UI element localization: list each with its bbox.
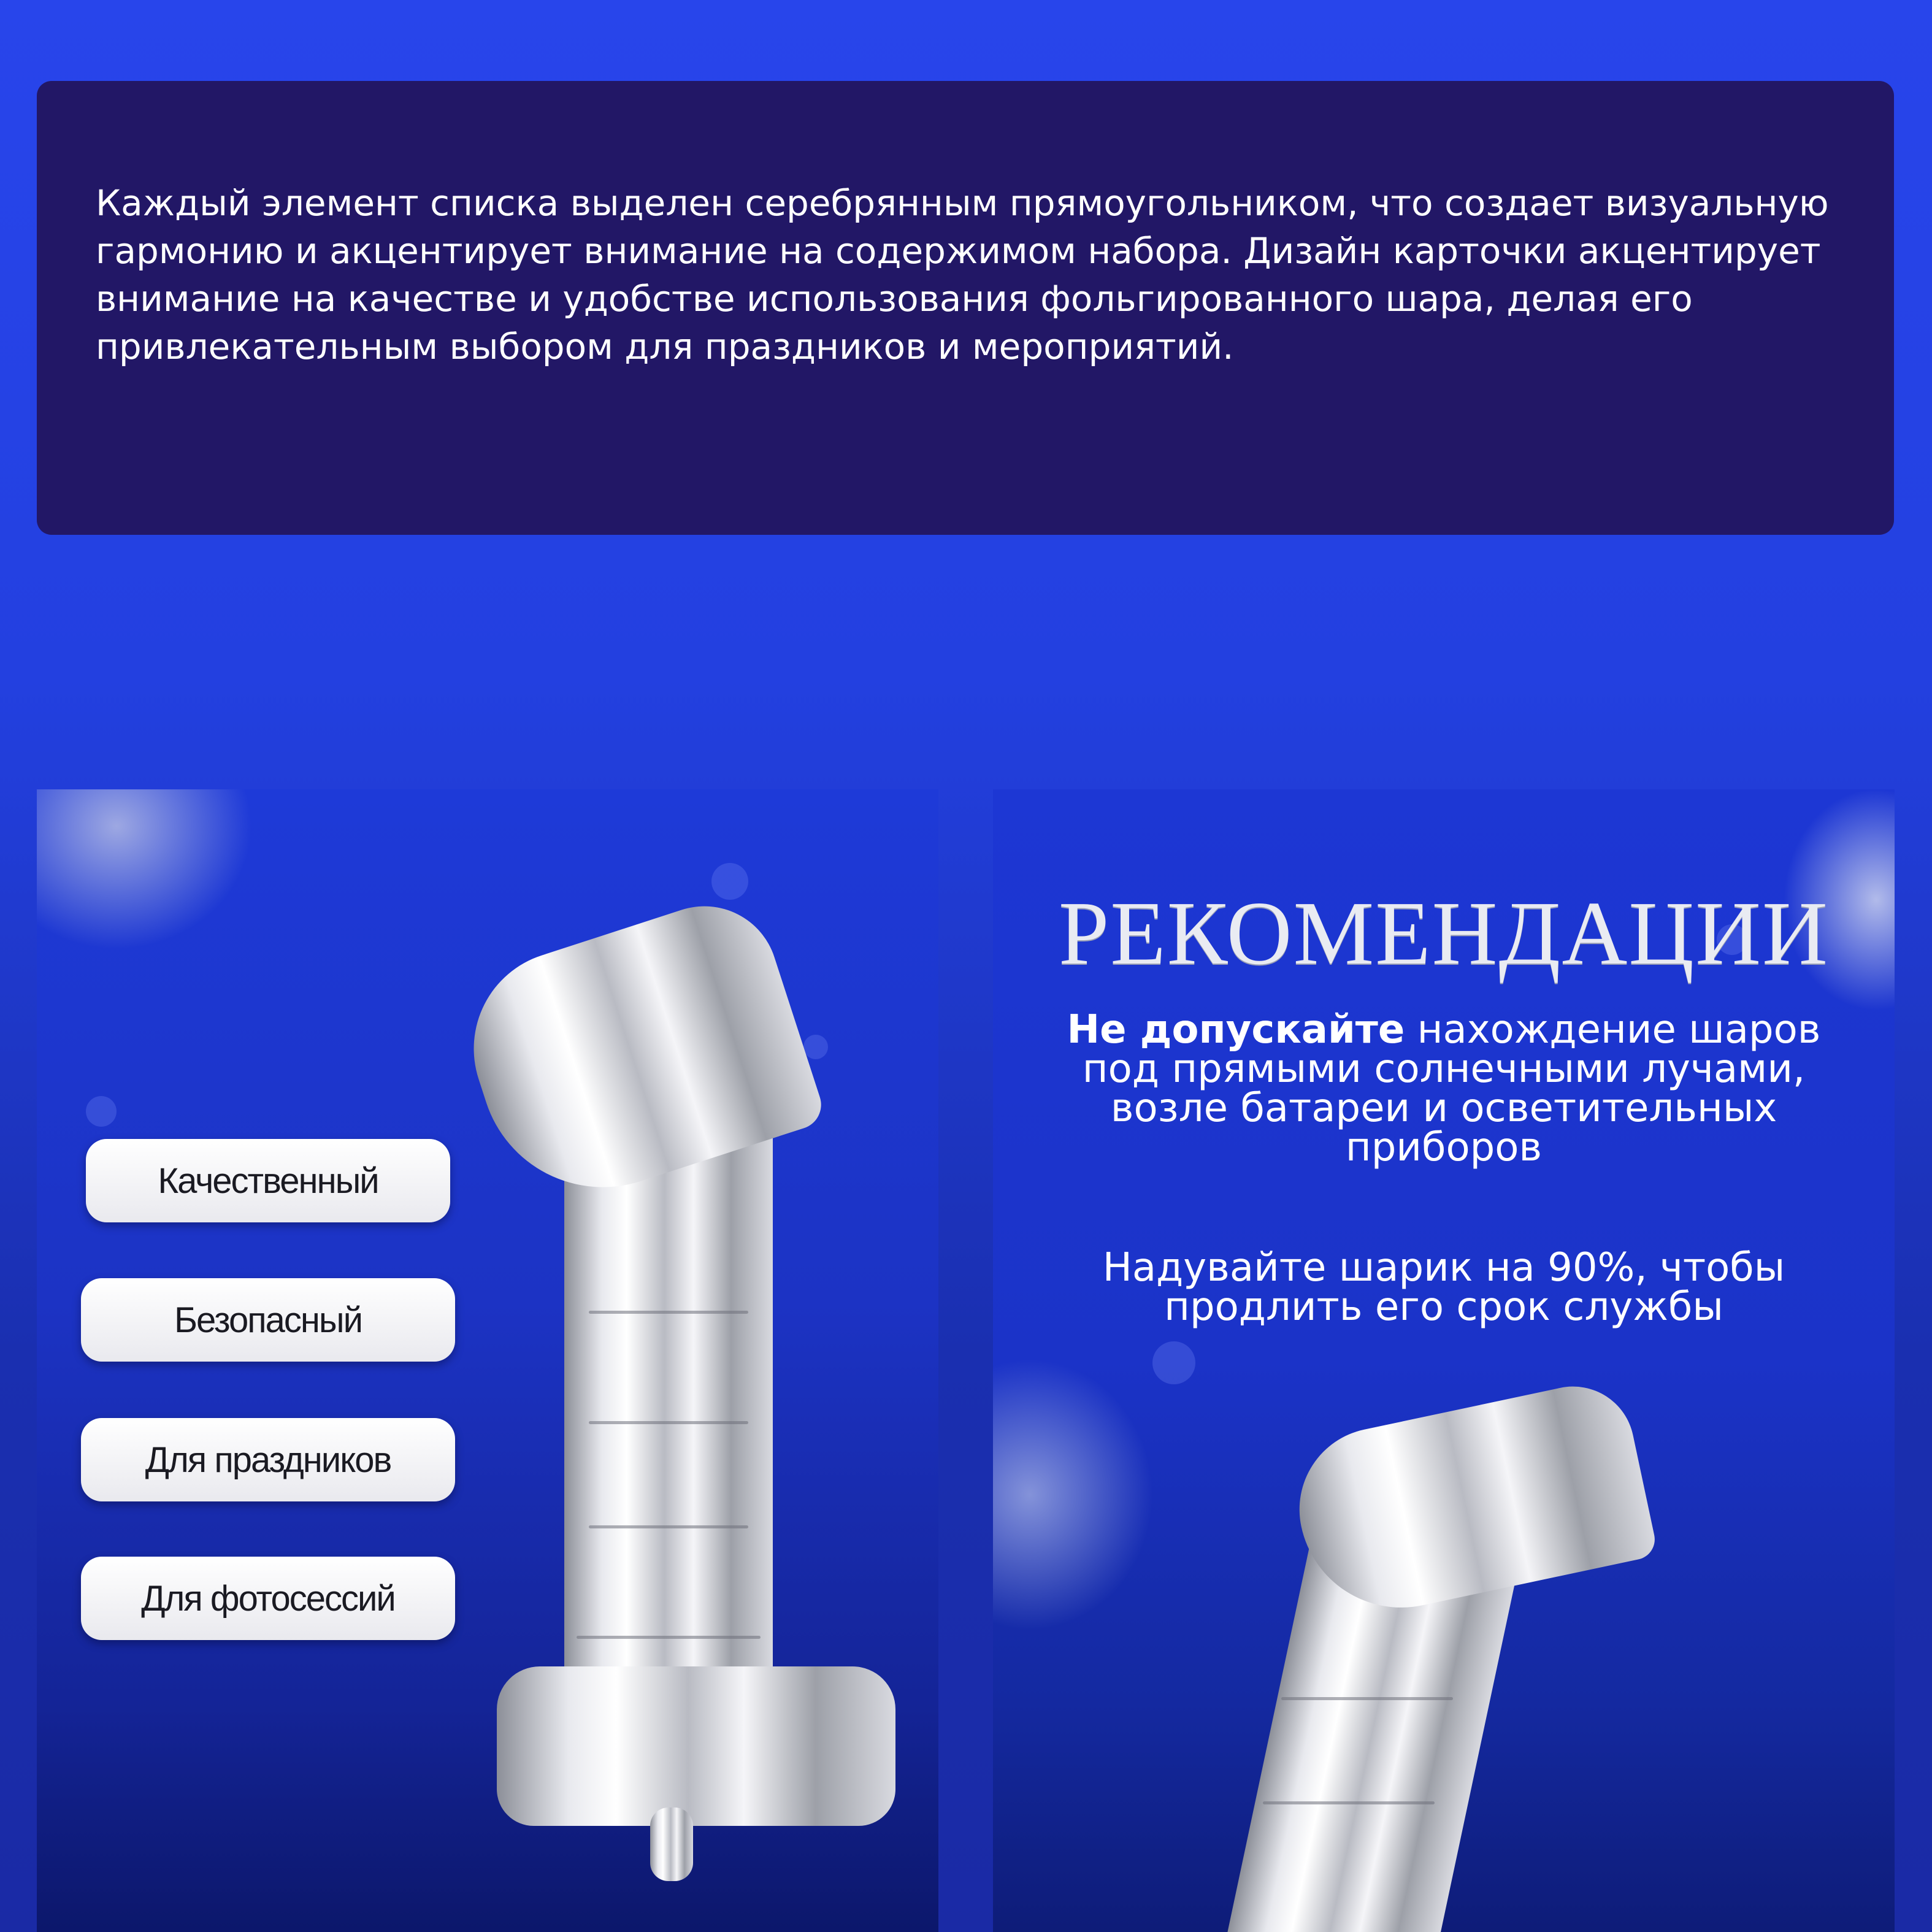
recommendation-sunlight-emphasis: Не допускайте (1067, 1007, 1405, 1052)
product-panel-left (37, 789, 938, 1932)
feature-pill-holidays: Для праздников (81, 1418, 455, 1501)
recommendation-inflate: Надувайте шарик на 90%, чтобы продлить его срок службы (1102, 1245, 1785, 1330)
feature-pill-photoshoots: Для фотосессий (81, 1557, 455, 1640)
description-card (37, 81, 1894, 535)
feature-pill-quality: Качественный (86, 1139, 450, 1222)
recommendations-title: РЕКОМЕНДАЦИИ (1059, 883, 1829, 984)
recommendations-panel (993, 789, 1895, 1932)
balloon-number-one-icon (993, 789, 1895, 1932)
feature-pill-safe: Безопасный (81, 1278, 455, 1362)
recommendation-sunlight-text: нахождение шаров под прямыми солнечными лучами, возле батареи и осветительных приборов (1082, 1007, 1821, 1170)
description-text: Каждый элемент списка выделен серебрянным прямоугольником, что создает визуальную гармонию и акцентирует внимание на содержимом набора. Дизайн карточки акцентирует внимание на качестве и удобстве использования фольгированного шара, делая его привлекательным выбором для праздников и мероприятий. (96, 182, 1829, 367)
